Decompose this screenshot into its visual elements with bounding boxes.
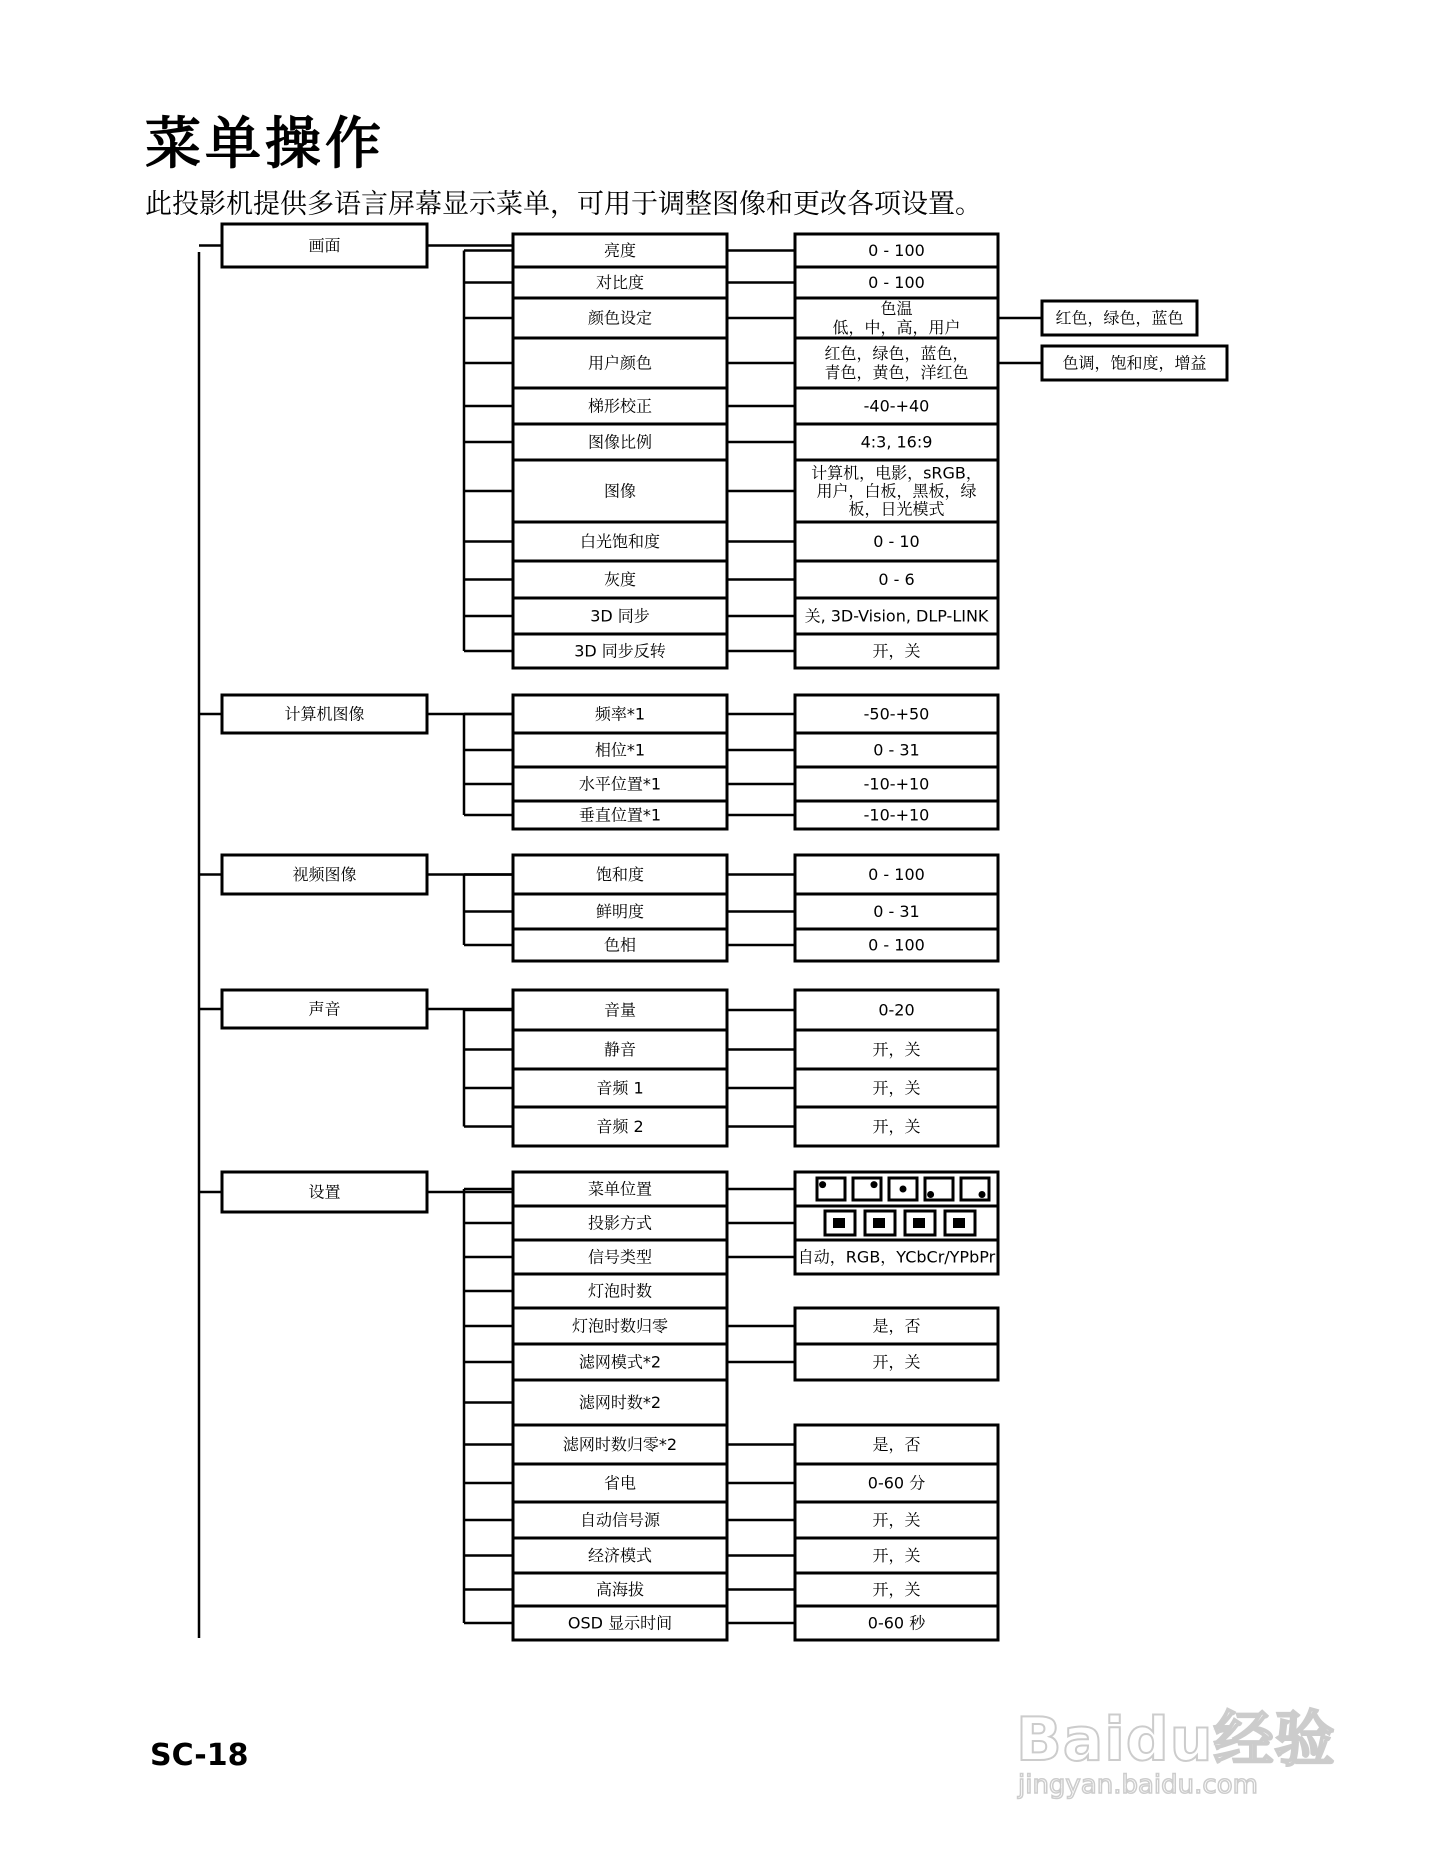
value-text: 0 - 31 (873, 902, 920, 921)
value-text: 0 - 100 (868, 273, 925, 292)
projector-shape (873, 1218, 885, 1228)
item-label: 滤网时数归零*2 (562, 1435, 678, 1454)
value-text: 青色，黄色，洋红色 (824, 363, 969, 382)
projector-shape (833, 1218, 845, 1228)
item-label: 频率*1 (594, 704, 646, 724)
menu-position-dot (871, 1181, 878, 1188)
item-label: 鲜明度 (595, 902, 645, 921)
value-text: -50-+50 (863, 704, 930, 724)
value-text: 红色，绿色，蓝色， (824, 344, 969, 363)
item-label: 菜单位置 (587, 1179, 653, 1199)
item-label: 信号类型 (587, 1247, 653, 1267)
page-subtitle: 此投影机提供多语言屏幕显示菜单，可用于调整图像和更改各项设置。 (145, 189, 982, 220)
item-label: 相位*1 (594, 740, 646, 760)
item-label: 灰度 (603, 570, 637, 589)
item-label: 滤网模式*2 (578, 1352, 662, 1372)
item-label: 颜色设定 (587, 308, 653, 328)
menu-position-dot (900, 1186, 907, 1193)
item-label: 3D 同步反转 (574, 641, 666, 661)
menu-position-icon (853, 1178, 881, 1200)
value-text: 0 - 100 (868, 241, 925, 260)
value-text: 开，关 (872, 1040, 921, 1059)
category-label: 画面 (308, 236, 341, 255)
category-label: 视频图像 (292, 865, 357, 884)
extra-value-text: 红色，绿色，蓝色 (1055, 308, 1184, 328)
value-text: 是，否 (872, 1435, 921, 1454)
value-text: 0-20 (878, 1000, 915, 1020)
value-text: 板，日光模式 (848, 499, 945, 519)
projector-shape (913, 1218, 925, 1228)
baidu-watermark (1010, 1690, 1350, 1810)
value-text: -10-+10 (863, 805, 930, 825)
value-text: 开，关 (872, 1510, 921, 1530)
item-label: 省电 (603, 1473, 637, 1493)
value-text: 0-60 秒 (867, 1613, 926, 1633)
value-text: 开，关 (872, 1078, 921, 1098)
item-label: 灯泡时数归零 (571, 1316, 669, 1336)
value-text: 0 - 100 (868, 935, 925, 955)
item-label: 图像 (603, 481, 637, 501)
item-label: 静音 (603, 1040, 637, 1059)
item-label: 图像比例 (587, 432, 653, 452)
category-label: 设置 (308, 1182, 341, 1202)
projector-shape (953, 1218, 965, 1228)
item-label: 梯形校正 (587, 396, 653, 416)
value-text: 0 - 100 (868, 865, 925, 884)
value-text: 关, 3D-Vision, DLP-LINK (804, 606, 989, 626)
item-label: 灯泡时数 (587, 1281, 653, 1301)
item-label: 亮度 (603, 241, 637, 260)
item-label: 水平位置*1 (578, 774, 662, 794)
menu-position-icon (961, 1178, 989, 1200)
value-text: -40-+40 (863, 396, 930, 416)
watermark-brand: Baidu经验 (1016, 1705, 1336, 1775)
value-text: 色温 (880, 299, 913, 318)
extra-value-text: 色调，饱和度，增益 (1062, 353, 1207, 373)
item-label: 色相 (603, 935, 637, 955)
item-label: OSD 显示时间 (567, 1613, 673, 1633)
value-text: -10-+10 (863, 774, 930, 794)
menu-position-dot (927, 1191, 934, 1198)
item-label: 音频 1 (596, 1078, 644, 1098)
value-text: 开，关 (872, 641, 921, 661)
item-label: 饱和度 (595, 865, 645, 884)
value-text: 开，关 (872, 1117, 921, 1136)
item-label: 对比度 (595, 273, 645, 292)
item-label: 投影方式 (587, 1213, 653, 1233)
value-text: 0 - 31 (873, 740, 920, 760)
item-label: 3D 同步 (590, 606, 650, 626)
menu-position-icon (817, 1178, 845, 1200)
page-title: 菜单操作 (145, 112, 385, 177)
value-text: 用户，白板，黑板，绿 (816, 481, 977, 501)
value-text: 自动，RGB，YCbCr/YPbPr (797, 1247, 996, 1267)
value-text: 低，中，高，用户 (832, 318, 961, 337)
value-text: 0 - 10 (873, 532, 920, 551)
item-label: 垂直位置*1 (578, 805, 662, 825)
value-text: 是，否 (872, 1316, 921, 1336)
value-text: 4:3, 16:9 (860, 432, 933, 452)
value-text: 开，关 (872, 1352, 921, 1372)
item-label: 高海拔 (595, 1580, 645, 1599)
page-number: SC-18 (150, 1738, 249, 1773)
item-label: 白光饱和度 (579, 532, 661, 551)
menu-position-dot (819, 1181, 826, 1188)
value-text: 计算机，电影，sRGB， (811, 463, 982, 483)
item-label: 音频 2 (596, 1117, 644, 1136)
watermark-url: jingyan.baidu.com (1018, 1770, 1258, 1800)
item-label: 滤网时数*2 (578, 1393, 662, 1412)
menu-position-dot (979, 1191, 986, 1198)
item-label: 用户颜色 (587, 353, 653, 373)
value-text: 开，关 (872, 1580, 921, 1599)
value-text: 0-60 分 (867, 1473, 926, 1493)
item-label: 经济模式 (587, 1546, 653, 1565)
value-text: 开，关 (872, 1546, 921, 1565)
item-label: 自动信号源 (579, 1510, 661, 1530)
category-label: 声音 (308, 999, 341, 1019)
category-label: 计算机图像 (284, 704, 365, 724)
value-text: 0 - 6 (878, 570, 915, 589)
item-label: 音量 (603, 1000, 637, 1020)
